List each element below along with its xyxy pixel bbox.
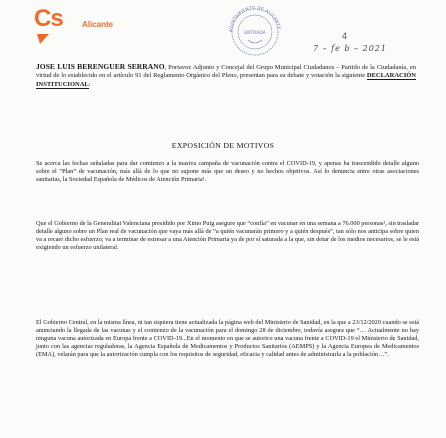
author-name: JOSE LUIS BERENGUER SERRANO bbox=[36, 62, 165, 71]
svg-text:AYUNTAMIENTO DE ALICANTE bbox=[228, 5, 282, 32]
paragraph-3: El Gobierno Central, en la misma línea, ni tan siquiera tiene actualizada la página web del Ministerio de Sanidad, en la que a 23/12/2020 cuando se está anunciando la llegada de las vacunas y el comienzo de la vacunación para el domingo 28 de diciembre, todavía asegura que “… Actualmente no hay ninguna vacuna autorizada en Europa frente a COVID-19...En el momento en que se autorice una vacuna frente a COVID-19 el Ministerio de Sanidad, junto con las agencias reguladoras, la Agencia Española de Medicamentos y Productos Sanitarios (AEMPS) y la Agencia Europea de Medicamentos (EMA), velarán para que la autorización cumpla con los requisitos de seguridad, eficacia y calidad antes de administrarla a la población…”. bbox=[36, 319, 419, 358]
intro-end: : bbox=[88, 80, 91, 88]
intro-paragraph bbox=[36, 63, 416, 89]
declaration-label: DECLARACIÓN INSTITUCIONAL bbox=[36, 72, 416, 88]
logo-mark-icon bbox=[36, 33, 50, 45]
intro-body: , Portavoz Adjunto y Concejal del Grupo Municipal Ciudadanos – Partido de la Ciudadanía, en virtud de lo establecido en el artículo 91 del Reglamento Orgánico del Pleno, presentan para su debate y votación la siguiente bbox=[36, 64, 417, 80]
logo-text: Cs bbox=[34, 5, 63, 32]
stamp-number: 4 bbox=[342, 31, 348, 41]
stamp-inner-text: ENTRADA bbox=[244, 31, 266, 36]
logo-city: Alicante bbox=[82, 20, 114, 29]
paragraph-2: Que el Gobierno de la Generalitat Valenciana presidido por Ximo Puig asegure que “confía” en vacunar en una semana a 76.000 personas², sin trasladar detalle alguno sobre un Plan real de vacunación que vaya más allá de “a quién vacunarán primero y a quién después”, tan sólo nos anticipa sobre quien va a recaer dicho esfuerzo; va a terminar de estresar a una Atención Primaria ya de por sí saturada a la que, sin dotar de los medios necesarios, se le está exigiendo un esfuerzo unilateral. bbox=[36, 220, 419, 251]
paragraph-1: Se acerca las fechas señaladas para dar comienzo a la masiva campaña de vacunación contra el COVID-19, y apenas ha trascendido detalle alguno sobre el “Plan” de vacunación, más allá de lo que no supone más que un deseo y no hechos objetivos. Así lo denuncia entre otras asociaciones sanitarias, la Sociedad Española de Médicos de Atención Primaria¹. bbox=[36, 160, 419, 183]
stamp-ring-text: AYUNTAMIENTO DE ALICANTE bbox=[227, 4, 282, 33]
party-logo bbox=[34, 7, 184, 47]
handwritten-date: 7 – fe b – 2021 bbox=[313, 44, 387, 53]
registry-stamp-icon bbox=[224, 2, 286, 56]
section-title: EXPOSICIÓN DE MOTIVOS bbox=[171, 141, 275, 150]
